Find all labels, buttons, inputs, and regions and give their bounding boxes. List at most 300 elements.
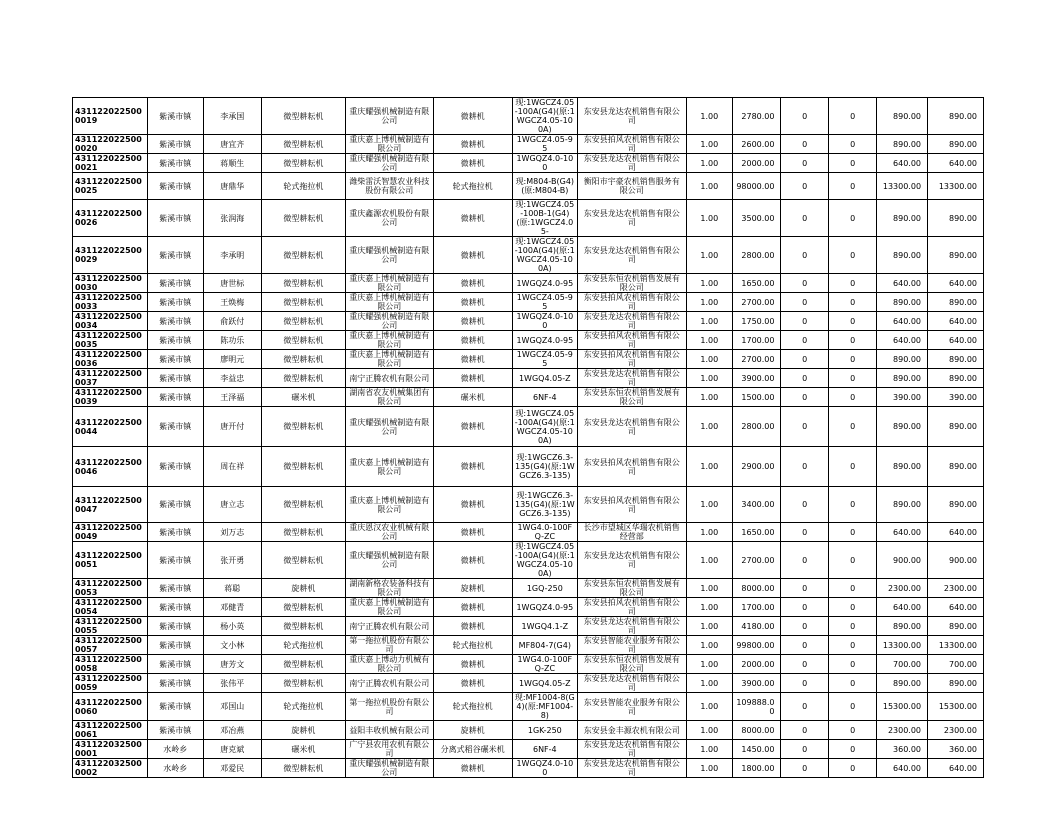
- subsidy-cell: 15300.00: [877, 693, 928, 721]
- farmer-name-cell: 刘万志: [203, 523, 261, 542]
- extra-a-cell: 0: [781, 523, 828, 542]
- qty-cell: 1.00: [686, 407, 732, 447]
- qty-cell: 1.00: [686, 617, 732, 636]
- model-cell: 现:MF1004-8(G4)(原:MF1004-8): [512, 693, 577, 721]
- table-row: [73, 173, 984, 200]
- table-row: [73, 407, 984, 447]
- town-cell: 紫溪市镇: [147, 200, 203, 237]
- table-row: [73, 487, 984, 523]
- maker-cell: 重庆恩汉农业机械有限公司: [346, 523, 434, 542]
- extra-a-cell: 0: [781, 447, 828, 487]
- farmer-name-cell: 邓冶燕: [203, 721, 261, 740]
- model-cell: 6NF-4: [512, 740, 577, 759]
- item-cell: 轮式拖拉机: [261, 636, 345, 655]
- model-cell: 1WGQ4.1-Z: [512, 617, 577, 636]
- table-row: [73, 617, 984, 636]
- town-cell: 紫溪市镇: [147, 579, 203, 598]
- item-cell: 轮式拖拉机: [261, 693, 345, 721]
- extra-b-cell: 0: [828, 487, 877, 523]
- maker-cell: 重庆嘉上博机械制造有限公司: [346, 447, 434, 487]
- town-cell: 紫溪市镇: [147, 154, 203, 173]
- item-cell: 碾米机: [261, 388, 345, 407]
- code-cell: 4311220225000030: [73, 274, 148, 293]
- town-cell: 紫溪市镇: [147, 135, 203, 154]
- code-cell: 4311220225000057: [73, 636, 148, 655]
- maker-cell: 广宁县农用农机有限公司: [346, 740, 434, 759]
- dealer-cell: 东安县龙达农机销售有限公司: [578, 542, 687, 579]
- code-cell: 4311220225000044: [73, 407, 148, 447]
- qty-cell: 1.00: [686, 173, 732, 200]
- maker-cell: 重庆鑫源农机股份有限公司: [346, 200, 434, 237]
- extra-b-cell: 0: [828, 274, 877, 293]
- farmer-name-cell: 张开勇: [203, 542, 261, 579]
- item-cell: 微型耕耘机: [261, 542, 345, 579]
- dealer-cell: 东安县龙达农机销售有限公司: [578, 154, 687, 173]
- total-cell: 890.00: [928, 407, 984, 447]
- dealer-cell: 东安县东恒农机销售发展有限公司: [578, 388, 687, 407]
- code-cell: 4311220225000058: [73, 655, 148, 674]
- model-cell: 现:1WGCZ4.05-100A(G4)(原:1WGCZ4.05-100A): [512, 237, 577, 274]
- maker-cell: 重庆耀强机械制造有限公司: [346, 98, 434, 135]
- model-cell: 1WGQZ4.0-95: [512, 274, 577, 293]
- code-cell: 4311220225000046: [73, 447, 148, 487]
- extra-b-cell: 0: [828, 350, 877, 369]
- subsidy-cell: 640.00: [877, 154, 928, 173]
- town-cell: 紫溪市镇: [147, 407, 203, 447]
- farmer-name-cell: 李承明: [203, 237, 261, 274]
- farmer-name-cell: 李益忠: [203, 369, 261, 388]
- model-cell: 现:1WGCZ4.05-100B-1(G4)(原:1WGCZ4.05-: [512, 200, 577, 237]
- dealer-cell: 东安县东恒农机销售发展有限公司: [578, 655, 687, 674]
- qty-cell: 1.00: [686, 312, 732, 331]
- maker-cell: 重庆嘉上博机械制造有限公司: [346, 331, 434, 350]
- total-cell: 360.00: [928, 740, 984, 759]
- extra-a-cell: 0: [781, 237, 828, 274]
- qty-cell: 1.00: [686, 98, 732, 135]
- extra-a-cell: 0: [781, 542, 828, 579]
- table-row: [73, 135, 984, 154]
- extra-a-cell: 0: [781, 98, 828, 135]
- item-cell: 微型耕耘机: [261, 98, 345, 135]
- total-cell: 890.00: [928, 447, 984, 487]
- qty-cell: 1.00: [686, 674, 732, 693]
- code-cell: 4311220225000051: [73, 542, 148, 579]
- extra-a-cell: 0: [781, 759, 828, 778]
- qty-cell: 1.00: [686, 598, 732, 617]
- table-row: [73, 655, 984, 674]
- farmer-name-cell: 唐开付: [203, 407, 261, 447]
- category-cell: 微耕机: [433, 200, 512, 237]
- total-cell: 890.00: [928, 237, 984, 274]
- category-cell: 微耕机: [433, 655, 512, 674]
- category-cell: 微耕机: [433, 759, 512, 778]
- qty-cell: 1.00: [686, 636, 732, 655]
- town-cell: 紫溪市镇: [147, 721, 203, 740]
- price-cell: 1700.00: [732, 598, 781, 617]
- farmer-name-cell: 廖明元: [203, 350, 261, 369]
- code-cell: 4311220325000001: [73, 740, 148, 759]
- code-cell: 4311220225000035: [73, 331, 148, 350]
- extra-b-cell: 0: [828, 135, 877, 154]
- extra-b-cell: 0: [828, 154, 877, 173]
- category-cell: 旋耕机: [433, 579, 512, 598]
- dealer-cell: 东安县拍风农机销售有限公司: [578, 487, 687, 523]
- price-cell: 2000.00: [732, 655, 781, 674]
- price-cell: 3900.00: [732, 369, 781, 388]
- maker-cell: 重庆嘉上博机械制造有限公司: [346, 350, 434, 369]
- maker-cell: 湖南省农友机械集团有限公司: [346, 388, 434, 407]
- total-cell: 13300.00: [928, 636, 984, 655]
- maker-cell: 湖南新格农装备科技有限公司: [346, 579, 434, 598]
- price-cell: 4180.00: [732, 617, 781, 636]
- qty-cell: 1.00: [686, 523, 732, 542]
- town-cell: 紫溪市镇: [147, 173, 203, 200]
- code-cell: 4311220225000049: [73, 523, 148, 542]
- extra-b-cell: 0: [828, 388, 877, 407]
- extra-b-cell: 0: [828, 98, 877, 135]
- farmer-name-cell: 唐克斌: [203, 740, 261, 759]
- maker-cell: 重庆耀强机械制造有限公司: [346, 407, 434, 447]
- extra-a-cell: 0: [781, 721, 828, 740]
- table-row: [73, 237, 984, 274]
- subsidy-cell: 640.00: [877, 331, 928, 350]
- extra-a-cell: 0: [781, 740, 828, 759]
- subsidy-cell: 640.00: [877, 523, 928, 542]
- town-cell: 紫溪市镇: [147, 388, 203, 407]
- town-cell: 水岭乡: [147, 759, 203, 778]
- item-cell: 微型耕耘机: [261, 154, 345, 173]
- table-row: [73, 542, 984, 579]
- subsidy-cell: 890.00: [877, 200, 928, 237]
- code-cell: 4311220225000047: [73, 487, 148, 523]
- model-cell: 1GK-250: [512, 721, 577, 740]
- dealer-cell: 东安县拍风农机销售有限公司: [578, 598, 687, 617]
- town-cell: 紫溪市镇: [147, 523, 203, 542]
- extra-b-cell: 0: [828, 447, 877, 487]
- item-cell: 微型耕耘机: [261, 200, 345, 237]
- model-cell: 1WGQZ4.0-95: [512, 598, 577, 617]
- code-cell: 4311220225000021: [73, 154, 148, 173]
- category-cell: 分离式稻谷碾米机: [433, 740, 512, 759]
- farmer-name-cell: 杨小英: [203, 617, 261, 636]
- qty-cell: 1.00: [686, 721, 732, 740]
- item-cell: 微型耕耘机: [261, 369, 345, 388]
- category-cell: 微耕机: [433, 598, 512, 617]
- extra-a-cell: 0: [781, 173, 828, 200]
- dealer-cell: 东安县龙达农机销售有限公司: [578, 369, 687, 388]
- extra-b-cell: 0: [828, 523, 877, 542]
- category-cell: 微耕机: [433, 135, 512, 154]
- item-cell: 微型耕耘机: [261, 274, 345, 293]
- maker-cell: 重庆嘉上博机械制造有限公司: [346, 135, 434, 154]
- subsidy-cell: 640.00: [877, 598, 928, 617]
- total-cell: 390.00: [928, 388, 984, 407]
- subsidy-cell: 640.00: [877, 759, 928, 778]
- maker-cell: 重庆耀强机械制造有限公司: [346, 154, 434, 173]
- dealer-cell: 东安县东恒农机销售发展有限公司: [578, 579, 687, 598]
- total-cell: 640.00: [928, 312, 984, 331]
- dealer-cell: 衡阳市宇豪农机销售服务有限公司: [578, 173, 687, 200]
- town-cell: 紫溪市镇: [147, 674, 203, 693]
- price-cell: 1700.00: [732, 331, 781, 350]
- extra-a-cell: 0: [781, 693, 828, 721]
- dealer-cell: 东安县龙达农机销售有限公司: [578, 407, 687, 447]
- subsidy-cell: 13300.00: [877, 636, 928, 655]
- dealer-cell: 东安县拍风农机销售有限公司: [578, 293, 687, 312]
- table-row: [73, 350, 984, 369]
- maker-cell: 重庆耀强机械制造有限公司: [346, 237, 434, 274]
- code-cell: 4311220225000039: [73, 388, 148, 407]
- total-cell: 890.00: [928, 674, 984, 693]
- qty-cell: 1.00: [686, 274, 732, 293]
- town-cell: 水岭乡: [147, 740, 203, 759]
- item-cell: 微型耕耘机: [261, 655, 345, 674]
- town-cell: 紫溪市镇: [147, 350, 203, 369]
- price-cell: 3400.00: [732, 487, 781, 523]
- extra-b-cell: 0: [828, 598, 877, 617]
- item-cell: 微型耕耘机: [261, 487, 345, 523]
- maker-cell: 重庆嘉上博机械制造有限公司: [346, 274, 434, 293]
- maker-cell: 潍柴雷沃智慧农业科技股份有限公司: [346, 173, 434, 200]
- model-cell: 1GQ-250: [512, 579, 577, 598]
- maker-cell: 重庆耀强机械制造有限公司: [346, 542, 434, 579]
- farmer-name-cell: 唐世标: [203, 274, 261, 293]
- price-cell: 2900.00: [732, 447, 781, 487]
- dealer-cell: 东安县龙达农机销售有限公司: [578, 759, 687, 778]
- farmer-name-cell: 文小林: [203, 636, 261, 655]
- farmer-name-cell: 邓健青: [203, 598, 261, 617]
- extra-a-cell: 0: [781, 617, 828, 636]
- item-cell: 旋耕机: [261, 721, 345, 740]
- code-cell: 4311220225000020: [73, 135, 148, 154]
- extra-b-cell: 0: [828, 200, 877, 237]
- qty-cell: 1.00: [686, 350, 732, 369]
- qty-cell: 1.00: [686, 542, 732, 579]
- qty-cell: 1.00: [686, 331, 732, 350]
- farmer-name-cell: 邓爱民: [203, 759, 261, 778]
- model-cell: 1WG4.0-100FQ-ZC: [512, 655, 577, 674]
- table-row: [73, 312, 984, 331]
- subsidy-cell: 890.00: [877, 135, 928, 154]
- model-cell: 1WGQZ4.0-100: [512, 154, 577, 173]
- subsidy-cell: 700.00: [877, 655, 928, 674]
- code-cell: 4311220225000019: [73, 98, 148, 135]
- item-cell: 微型耕耘机: [261, 312, 345, 331]
- town-cell: 紫溪市镇: [147, 487, 203, 523]
- dealer-cell: 东安县拍风农机销售有限公司: [578, 331, 687, 350]
- farmer-name-cell: 邓国山: [203, 693, 261, 721]
- category-cell: 微耕机: [433, 274, 512, 293]
- code-cell: 4311220225000053: [73, 579, 148, 598]
- category-cell: 微耕机: [433, 98, 512, 135]
- subsidy-cell: 640.00: [877, 312, 928, 331]
- total-cell: 890.00: [928, 98, 984, 135]
- extra-b-cell: 0: [828, 617, 877, 636]
- item-cell: 微型耕耘机: [261, 407, 345, 447]
- category-cell: 微耕机: [433, 350, 512, 369]
- dealer-cell: 东安县拍风农机销售有限公司: [578, 447, 687, 487]
- table-row: [73, 523, 984, 542]
- maker-cell: 重庆嘉上博机械制造有限公司: [346, 293, 434, 312]
- code-cell: 4311220225000025: [73, 173, 148, 200]
- total-cell: 890.00: [928, 350, 984, 369]
- total-cell: 640.00: [928, 598, 984, 617]
- subsidy-cell: 890.00: [877, 487, 928, 523]
- subsidy-cell: 890.00: [877, 407, 928, 447]
- town-cell: 紫溪市镇: [147, 274, 203, 293]
- subsidy-cell: 890.00: [877, 674, 928, 693]
- price-cell: 109888.00: [732, 693, 781, 721]
- price-cell: 1500.00: [732, 388, 781, 407]
- item-cell: 轮式拖拉机: [261, 173, 345, 200]
- dealer-cell: 东安县东恒农机销售发展有限公司: [578, 274, 687, 293]
- farmer-name-cell: 蒋顺生: [203, 154, 261, 173]
- extra-a-cell: 0: [781, 200, 828, 237]
- model-cell: 现:1WGCZ6.3-135(G4)(原:1WGCZ6.3-135): [512, 447, 577, 487]
- town-cell: 紫溪市镇: [147, 237, 203, 274]
- farmer-name-cell: 唐宜齐: [203, 135, 261, 154]
- qty-cell: 1.00: [686, 655, 732, 674]
- extra-a-cell: 0: [781, 579, 828, 598]
- code-cell: 4311220225000034: [73, 312, 148, 331]
- code-cell: 4311220225000061: [73, 721, 148, 740]
- subsidy-cell: 890.00: [877, 369, 928, 388]
- dealer-cell: 东安县金丰源农机有限公司: [578, 721, 687, 740]
- town-cell: 紫溪市镇: [147, 447, 203, 487]
- extra-b-cell: 0: [828, 655, 877, 674]
- code-cell: 4311220225000055: [73, 617, 148, 636]
- category-cell: 旋耕机: [433, 721, 512, 740]
- category-cell: 微耕机: [433, 331, 512, 350]
- qty-cell: 1.00: [686, 154, 732, 173]
- model-cell: 1WGCZ4.05-95: [512, 350, 577, 369]
- extra-a-cell: 0: [781, 312, 828, 331]
- qty-cell: 1.00: [686, 369, 732, 388]
- item-cell: 微型耕耘机: [261, 617, 345, 636]
- town-cell: 紫溪市镇: [147, 331, 203, 350]
- extra-b-cell: 0: [828, 693, 877, 721]
- category-cell: 轮式拖拉机: [433, 636, 512, 655]
- category-cell: 轮式拖拉机: [433, 173, 512, 200]
- subsidy-cell: 890.00: [877, 98, 928, 135]
- item-cell: 微型耕耘机: [261, 237, 345, 274]
- item-cell: 微型耕耘机: [261, 523, 345, 542]
- category-cell: 碾米机: [433, 388, 512, 407]
- model-cell: 1WGCZ4.05-95: [512, 293, 577, 312]
- total-cell: 890.00: [928, 293, 984, 312]
- town-cell: 紫溪市镇: [147, 312, 203, 331]
- maker-cell: 重庆耀强机械制造有限公司: [346, 312, 434, 331]
- item-cell: 旋耕机: [261, 579, 345, 598]
- model-cell: 1WGCZ4.05-95: [512, 135, 577, 154]
- table-row: [73, 740, 984, 759]
- total-cell: 890.00: [928, 369, 984, 388]
- subsidy-cell: 360.00: [877, 740, 928, 759]
- dealer-cell: 东安县龙达农机销售有限公司: [578, 740, 687, 759]
- extra-a-cell: 0: [781, 598, 828, 617]
- extra-b-cell: 0: [828, 636, 877, 655]
- category-cell: 微耕机: [433, 487, 512, 523]
- town-cell: 紫溪市镇: [147, 542, 203, 579]
- total-cell: 640.00: [928, 154, 984, 173]
- model-cell: 1WG4.0-100FQ-ZC: [512, 523, 577, 542]
- item-cell: 微型耕耘机: [261, 293, 345, 312]
- subsidy-cell: 640.00: [877, 274, 928, 293]
- table-row: [73, 331, 984, 350]
- table-row: [73, 579, 984, 598]
- total-cell: 640.00: [928, 331, 984, 350]
- dealer-cell: 东安县龙达农机销售有限公司: [578, 200, 687, 237]
- total-cell: 890.00: [928, 200, 984, 237]
- subsidy-cell: 890.00: [877, 447, 928, 487]
- category-cell: 微耕机: [433, 407, 512, 447]
- town-cell: 紫溪市镇: [147, 617, 203, 636]
- price-cell: 2800.00: [732, 407, 781, 447]
- dealer-cell: 东安县龙达农机销售有限公司: [578, 98, 687, 135]
- extra-a-cell: 0: [781, 154, 828, 173]
- dealer-cell: 东安县龙达农机销售有限公司: [578, 312, 687, 331]
- model-cell: 现:1WGCZ4.05-100A(G4)(原:1WGCZ4.05-100A): [512, 407, 577, 447]
- subsidy-cell: 13300.00: [877, 173, 928, 200]
- farmer-name-cell: 王焕梅: [203, 293, 261, 312]
- maker-cell: 南宁正腾农机有限公司: [346, 369, 434, 388]
- code-cell: 4311220225000059: [73, 674, 148, 693]
- maker-cell: 第一拖拉机股份有限公司: [346, 636, 434, 655]
- town-cell: 紫溪市镇: [147, 369, 203, 388]
- category-cell: 微耕机: [433, 674, 512, 693]
- price-cell: 2800.00: [732, 237, 781, 274]
- town-cell: 紫溪市镇: [147, 293, 203, 312]
- model-cell: 6NF-4: [512, 388, 577, 407]
- category-cell: 微耕机: [433, 369, 512, 388]
- extra-a-cell: 0: [781, 636, 828, 655]
- dealer-cell: 东安县智能农业服务有限公司: [578, 693, 687, 721]
- extra-a-cell: 0: [781, 407, 828, 447]
- item-cell: 碾米机: [261, 740, 345, 759]
- subsidy-cell: 900.00: [877, 542, 928, 579]
- code-cell: 4311220225000054: [73, 598, 148, 617]
- item-cell: 微型耕耘机: [261, 598, 345, 617]
- table-row: [73, 200, 984, 237]
- price-cell: 1650.00: [732, 274, 781, 293]
- qty-cell: 1.00: [686, 388, 732, 407]
- model-cell: 现:M804-B(G4)(原:M804-B): [512, 173, 577, 200]
- maker-cell: 重庆嘉上博动力机械有限公司: [346, 655, 434, 674]
- total-cell: 13300.00: [928, 173, 984, 200]
- qty-cell: 1.00: [686, 487, 732, 523]
- category-cell: 微耕机: [433, 312, 512, 331]
- extra-a-cell: 0: [781, 487, 828, 523]
- extra-b-cell: 0: [828, 721, 877, 740]
- town-cell: 紫溪市镇: [147, 98, 203, 135]
- maker-cell: 南宁正腾农机有限公司: [346, 617, 434, 636]
- category-cell: 微耕机: [433, 154, 512, 173]
- subsidy-cell: 890.00: [877, 617, 928, 636]
- dealer-cell: 东安县拍风农机销售有限公司: [578, 350, 687, 369]
- town-cell: 紫溪市镇: [147, 598, 203, 617]
- table-row: [73, 674, 984, 693]
- subsidy-table: [72, 97, 984, 778]
- extra-a-cell: 0: [781, 331, 828, 350]
- category-cell: 微耕机: [433, 293, 512, 312]
- qty-cell: 1.00: [686, 293, 732, 312]
- extra-a-cell: 0: [781, 655, 828, 674]
- table-row: [73, 388, 984, 407]
- qty-cell: 1.00: [686, 447, 732, 487]
- dealer-cell: 东安县龙达农机销售有限公司: [578, 674, 687, 693]
- farmer-name-cell: 唐芳文: [203, 655, 261, 674]
- extra-b-cell: 0: [828, 312, 877, 331]
